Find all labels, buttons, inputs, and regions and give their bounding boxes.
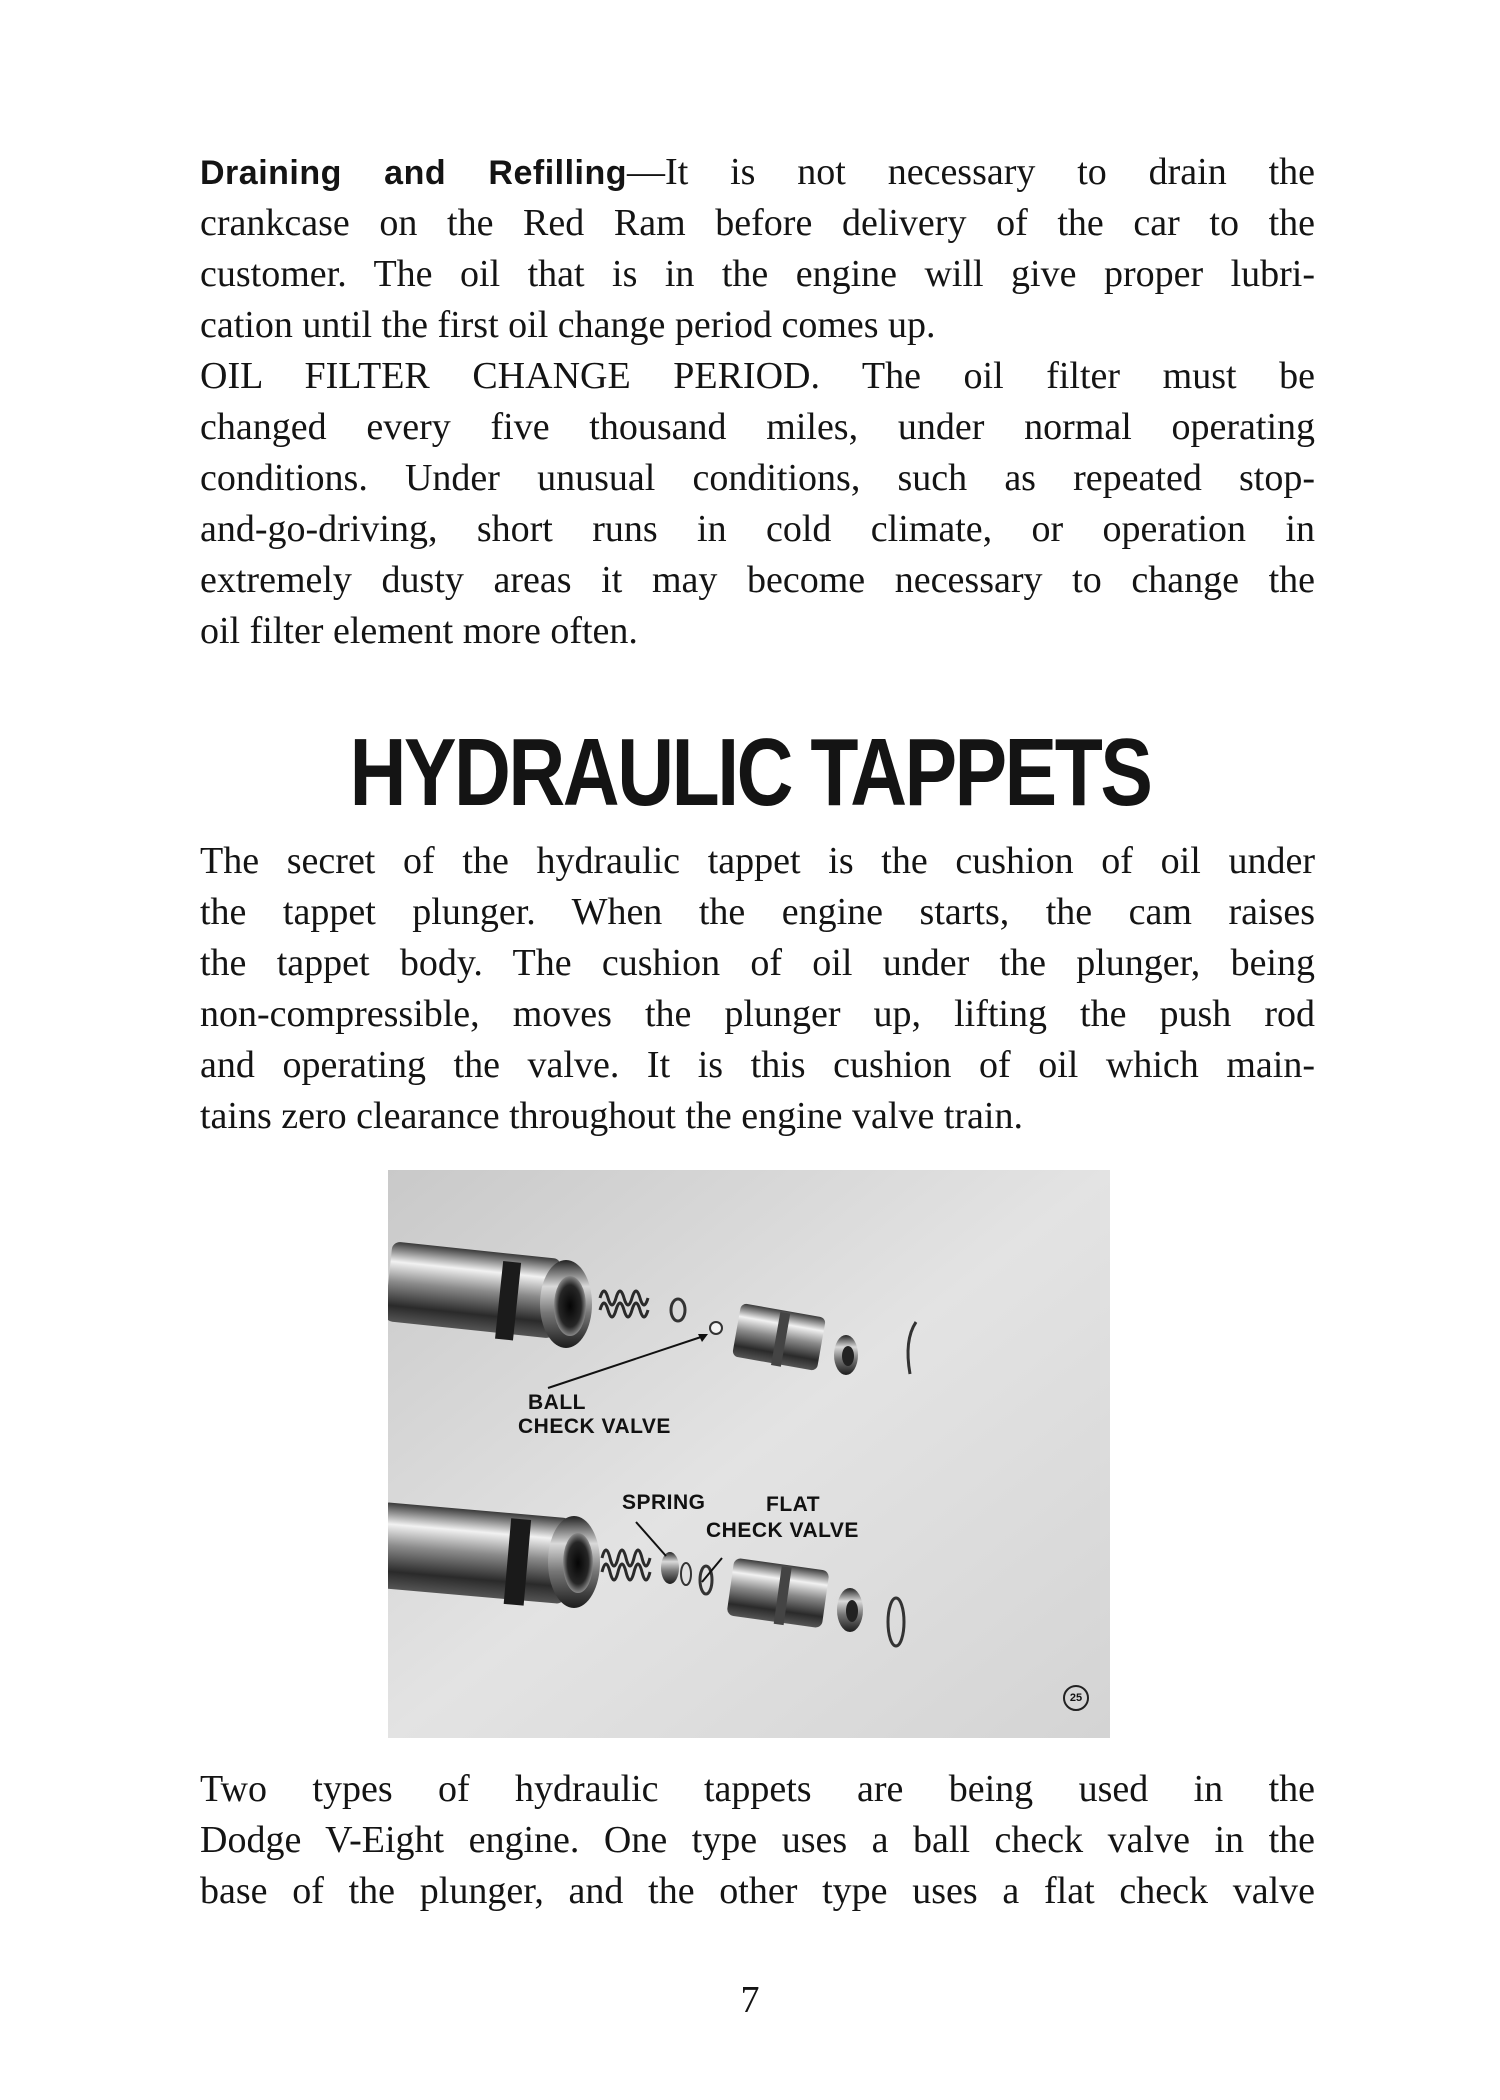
paragraph-line: the tappet body. The cushion of oil under the plunger, being [200, 942, 1315, 984]
paragraph-line: oil filter element more often. [200, 610, 638, 652]
paragraph-line: crankcase on the Red Ram before delivery of the car to the [200, 202, 1315, 244]
paragraph-line: customer. The oil that is in the engine will give proper lubri- [200, 253, 1315, 295]
paragraph-line: cation until the first oil change period comes up. [200, 304, 936, 346]
label-spring: SPRING [622, 1491, 706, 1514]
paragraph-line: The secret of the hydraulic tappet is the cushion of oil under [200, 840, 1315, 882]
figure-number: 25 [1069, 1692, 1083, 1704]
label-flat-check-valve: CHECK VALVE [706, 1519, 859, 1542]
paragraph-line: extremely dusty areas it may become necessary to change the [200, 559, 1315, 601]
paragraph-line: and operating the valve. It is this cushion of oil which main- [200, 1044, 1315, 1086]
paragraph-line: tains zero clearance throughout the engine valve train. [200, 1095, 1023, 1137]
paragraph-line: the tappet plunger. When the engine starts, the cam raises [200, 891, 1315, 933]
paragraph-line: Dodge V-Eight engine. One type uses a ball check valve in the [200, 1819, 1315, 1861]
paragraph-line: Two types of hydraulic tappets are being used in the [200, 1768, 1315, 1810]
label-ball-check-valve: CHECK VALVE [518, 1415, 671, 1438]
paragraph-hydraulic-tappet-secret [200, 836, 1315, 1142]
paragraph-two-types [200, 1764, 1315, 1917]
tappet-exploded-view-photo [388, 1170, 1110, 1738]
paragraph-line: conditions. Under unusual conditions, such as repeated stop- [200, 457, 1315, 499]
paragraph-oil-filter-change [200, 351, 1315, 657]
label-flat: FLAT [766, 1493, 821, 1516]
paragraph-line: Draining and Refilling—It is not necessary to drain the [200, 151, 1316, 193]
tappet-photo-figure [388, 1170, 1110, 1738]
paragraph-line: base of the plunger, and the other type uses a flat check valve [200, 1870, 1315, 1912]
paragraph-line: and-go-driving, short runs in cold climate, or operation in [200, 508, 1315, 550]
label-ball: BALL [528, 1391, 586, 1414]
page-number: 7 [740, 1979, 760, 2021]
runin-heading: Draining and Refilling [200, 154, 628, 192]
section-heading: HYDRAULIC TAPPETS [349, 719, 1151, 826]
paragraph-line: changed every five thousand miles, under normal operating [200, 406, 1315, 448]
paragraph-line: non-compressible, moves the plunger up, lifting the push rod [200, 993, 1315, 1035]
paragraph-line: OIL FILTER CHANGE PERIOD. The oil filter must be [200, 355, 1315, 397]
paragraph-draining-refilling [200, 147, 1315, 351]
